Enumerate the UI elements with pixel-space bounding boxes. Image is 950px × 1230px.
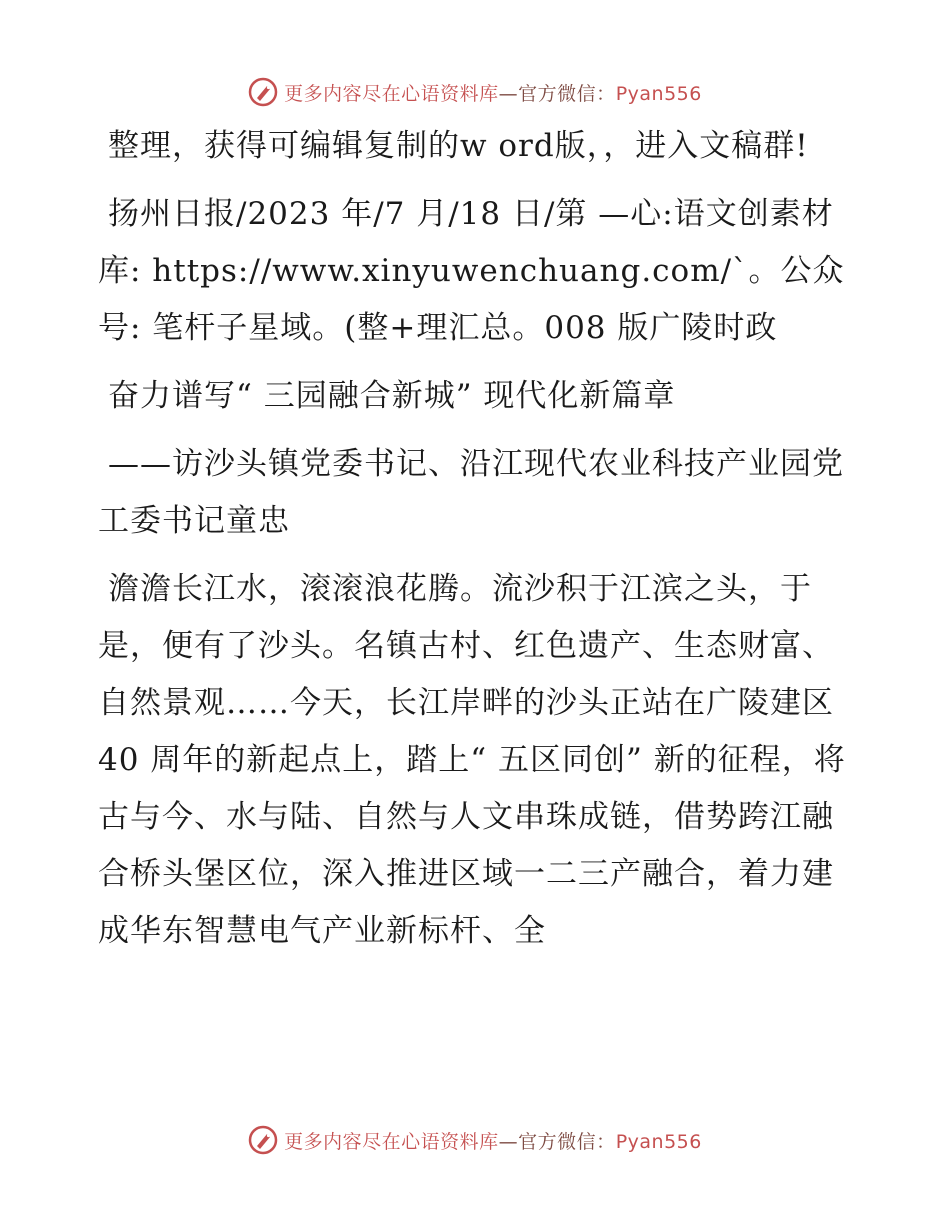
- header-banner-dark: —官方微信：: [498, 82, 616, 105]
- footer-banner-id: Pyan556: [615, 1130, 702, 1153]
- article-subtitle-text: ——访沙头镇党委书记、沿江现代农业科技产业园党工委书记童忠: [98, 446, 844, 539]
- paragraph-body: [98, 561, 858, 960]
- article-title: [98, 368, 858, 425]
- paragraph-source: [98, 186, 858, 357]
- footer-watermark: [0, 1120, 950, 1160]
- paragraph-body-text: 澹澹长江水，滚滚浪花腾。流沙积于江滨之头，于是，便有了沙头。名镇古村、红色遗产、生态财富、自然景观……今天，长江岸畔的沙头正站在广陵建区 40 周年的新起点上，踏上“ 五区同创” 新的征程，将古与今、水与陆、自然与人文串珠成链，借势跨江融合桥头堡区位，深入推进区域一二三产融合，着力建成华东智慧电气产业新标杆、全: [98, 571, 846, 949]
- article-body: [98, 118, 858, 971]
- pen-nib-logo-icon: [248, 1125, 278, 1155]
- header-banner-text: [284, 79, 702, 106]
- paragraph-source-text: 扬州日报/2023 年/7 月/18 日/第 —心:语文创素材库: https://www.xinyuwenchuang.com/`。公众号: 笔杆子星域。(整+理汇总。008 版广陵时政: [98, 196, 845, 346]
- header-banner-red: 更多内容尽在心语资料库: [284, 82, 499, 105]
- paragraph-intro: [98, 118, 858, 175]
- article-subtitle: [98, 436, 858, 550]
- footer-banner-dark: —官方微信：: [498, 1130, 616, 1153]
- footer-banner-red: 更多内容尽在心语资料库: [284, 1130, 499, 1153]
- article-title-text: 奋力谱写“ 三园融合新城” 现代化新篇章: [108, 378, 676, 414]
- header-watermark: [0, 72, 950, 112]
- pen-nib-logo-icon: [248, 77, 278, 107]
- header-banner-id: Pyan556: [615, 82, 702, 105]
- paragraph-intro-text: 整理，获得可编辑复制的w ord版，，进入文稿群!: [108, 128, 809, 164]
- footer-banner-text: [284, 1127, 702, 1154]
